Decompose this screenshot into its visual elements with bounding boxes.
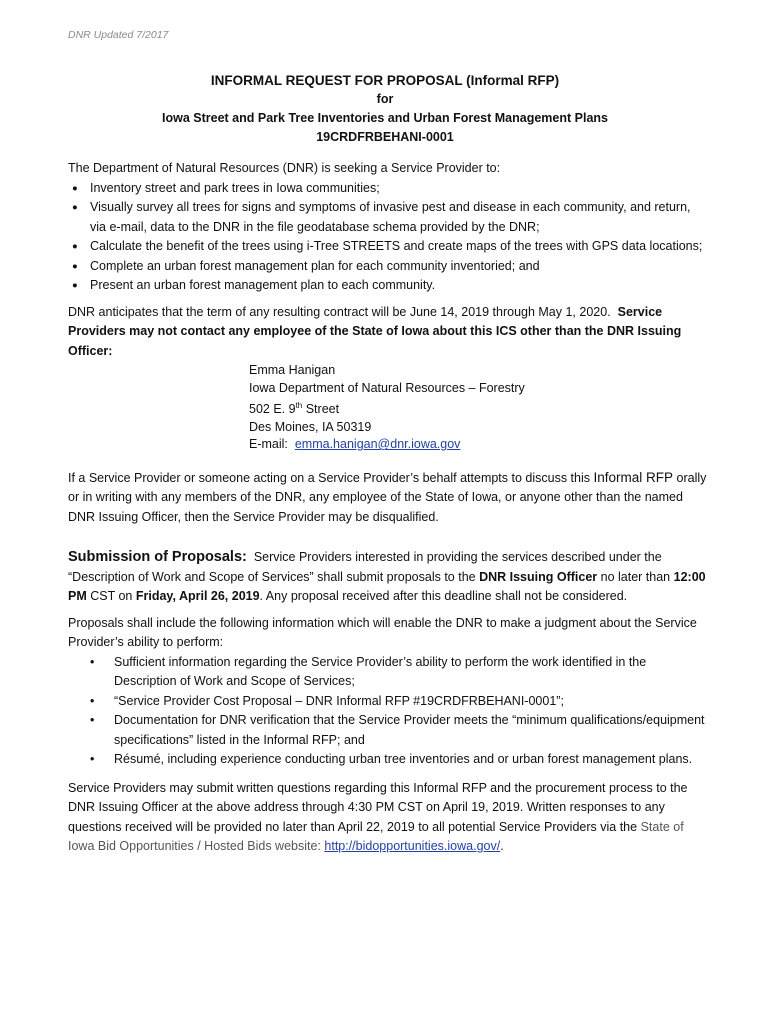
list-item: ● Inventory street and park trees in Iowa communities; — [68, 179, 708, 199]
document-body — [68, 159, 708, 857]
title-main: INFORMAL REQUEST FOR PROPOSAL (Informal RFP) — [210, 73, 560, 88]
officer-email-line — [249, 436, 708, 454]
email-link[interactable]: emma.hanigan@dnr.iowa.gov — [294, 437, 461, 452]
services-list — [68, 179, 708, 296]
officer-city: Des Moines, IA 50319 — [249, 419, 372, 434]
list-item: • Résumé, including experience conducting urban tree inventories and or urban forest management plans. — [68, 750, 708, 770]
officer-address — [68, 362, 708, 454]
bid-website-link[interactable]: http://bidopportunities.iowa.gov/ — [324, 839, 501, 854]
officer-org: Iowa Department of Natural Resources – Forestry — [249, 380, 525, 395]
list-item: • “Service Provider Cost Proposal – DNR Informal RFP #19CRDFRBEHANI-0001”; — [68, 692, 708, 712]
title-block — [0, 71, 770, 147]
list-item: ● Present an urban forest management plan to each community. — [68, 276, 708, 296]
term-text: DNR anticipates that the term of any resulting contract will be June 14, 2019 through May 1, 2020. — [68, 304, 611, 319]
deadline-date: Friday, April 26, 2019 — [135, 589, 260, 604]
list-item: ● Visually survey all trees for signs and symptoms of invasive pest and disease in each community, and return, via e-mail, data to the DNR in the file geodatabase schema provided by the DNR; — [68, 198, 708, 237]
submission-paragraph: Submission of Proposals: Service Providers interested in providing the services described under the “Description of Work and Scope of Services” shall submit proposals to the DNR Issuing Officer no later than 12:00 PM CST on Friday, April 26, 2019. Any proposal received after this deadline shall not be considered. — [68, 549, 706, 604]
updated-note: DNR Updated 7/2017 — [68, 29, 169, 41]
list-item: • Sufficient information regarding the Service Provider’s ability to perform the work identified in the Description of Work and Scope of Services; — [68, 653, 708, 692]
officer-name: Emma Hanigan — [249, 363, 336, 377]
include-paragraph: Proposals shall include the following information which will enable the DNR to make a judgment about the Service Provider’s ability to perform: — [68, 615, 697, 650]
list-item: ● Complete an urban forest management plan for each community inventoried; and — [68, 257, 708, 277]
title-number: 19CRDFRBEHANI-0001 — [316, 130, 454, 144]
email-label: E-mail: — [249, 437, 288, 452]
list-item: • Documentation for DNR verification that the Service Provider meets the “minimum qualifications/equipment specifications” listed in the Informal RFP; and — [68, 711, 708, 750]
title-for: for — [376, 92, 394, 106]
requirements-list — [68, 653, 708, 770]
contact-paragraph: If a Service Provider or someone acting on a Service Provider’s behalf attempts to discuss this Informal RFP orally or in writing with any members of the DNR, any employee of the State of Iowa, or anyone other than the named DNR Issuing Officer, then the Service Provider may be disqualified. — [68, 469, 707, 524]
term-paragraph — [68, 303, 708, 362]
submission-heading: Submission of Proposals: — [68, 549, 247, 566]
list-item: ● Calculate the benefit of the trees using i-Tree STREETS and create maps of the trees with GPS data locations; — [68, 237, 708, 257]
term-warning: Service Providers may not contact any employee of the State of Iowa about this ICS other than the DNR Issuing Officer: — [68, 304, 682, 358]
questions-paragraph: Service Providers may submit written questions regarding this Informal RFP and the procurement process to the DNR Issuing Officer at the above address through 4:30 PM CST on April 19, 2019. Written responses to any questions received will be provided no later than April 22, 2019 to all potential Service Providers via the State of Iowa Bid Opportunities / Hosted Bids website: http://bidopportunities.iowa.gov/. — [68, 780, 688, 854]
informal-rfp-term: Informal RFP — [593, 469, 674, 485]
title-subject: Iowa Street and Park Tree Inventories and Urban Forest Management Plans — [162, 111, 608, 125]
officer-street: 502 E. 9th Street — [249, 401, 340, 417]
intro-paragraph: The Department of Natural Resources (DNR) is seeking a Service Provider to: — [68, 161, 501, 175]
